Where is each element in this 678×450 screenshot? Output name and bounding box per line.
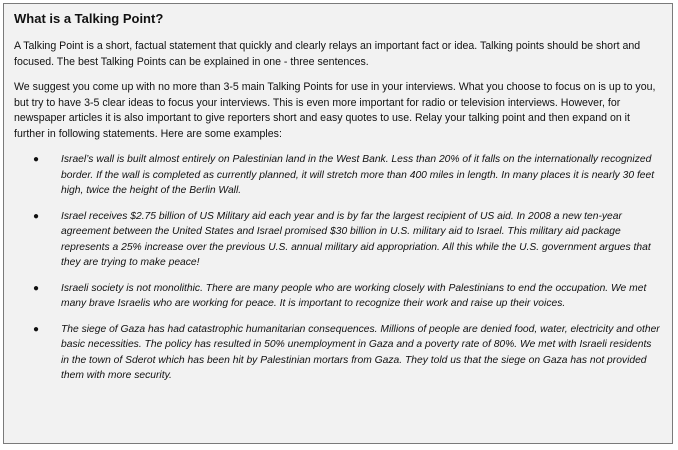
- suggestion-paragraph: We suggest you come up with no more than 3-5 main Talking Points for use in your interviews. What you choose to focus on is up to you, but try to have 3-5 clear ideas to focus your interviews. This is even more important for radio or television interviews. However, for newspaper articles it is also important to give reporters short and easy quotes to use. Relay your talking point and then expand on it further in following statements. Here are some examples:: [14, 81, 656, 140]
- bullet-text: Israel receives $2.75 billion of US Military aid each year and is by far the largest recipient of US aid. In 2008 a new ten-year agreement between the United States and Israel promised $30 billion in U.S. military aid to Israel. This military aid package represents a 25% increase over the previous U.S. annual military aid appropriation. All this while the U.S. government argues that they are trying to make peace!: [61, 210, 651, 268]
- list-item: [14, 152, 662, 199]
- bullet-icon: ●: [33, 323, 40, 335]
- bullet-text: Israel’s wall is built almost entirely on Palestinian land in the West Bank. Less than 20% of it falls on the internationally recognized border. If the wall is completed as currently planned, it will stretch more than 400 miles in length. In many places it is nearly 30 feet high, twice the height of the Berlin Wall.: [61, 154, 655, 196]
- bullet-text: The siege of Gaza has had catastrophic humanitarian consequences. Millions of people are denied food, water, electricity and other basic necessities. The policy has resulted in 50% unemployment in Gaza and a poverty rate of 80%. We met with Israeli residents in the town of Sderot which has been hit by Palestinian mortars from Gaza. They told us that the siege on Gaza has not provided them with more security.: [61, 323, 660, 381]
- bullet-icon: ●: [33, 282, 40, 294]
- list-item: [14, 322, 662, 384]
- list-item: [14, 281, 662, 312]
- bullet-icon: ●: [33, 210, 40, 222]
- page-title: What is a Talking Point?: [14, 11, 164, 26]
- talking-point-box: [3, 3, 673, 444]
- examples-list: [14, 152, 662, 384]
- list-item: [14, 209, 662, 271]
- bullet-icon: ●: [33, 154, 40, 165]
- intro-paragraph: A Talking Point is a short, factual statement that quickly and clearly relays an important fact or idea. Talking points should be short and focused. The best Talking Points can be explained in one - three sentences.: [14, 40, 641, 68]
- bullet-text: Israeli society is not monolithic. There are many people who are working closely with Palestinians to end the occupation. We met many brave Israelis who are working for peace. It is important to recognize their work and raise up their voices.: [61, 282, 647, 309]
